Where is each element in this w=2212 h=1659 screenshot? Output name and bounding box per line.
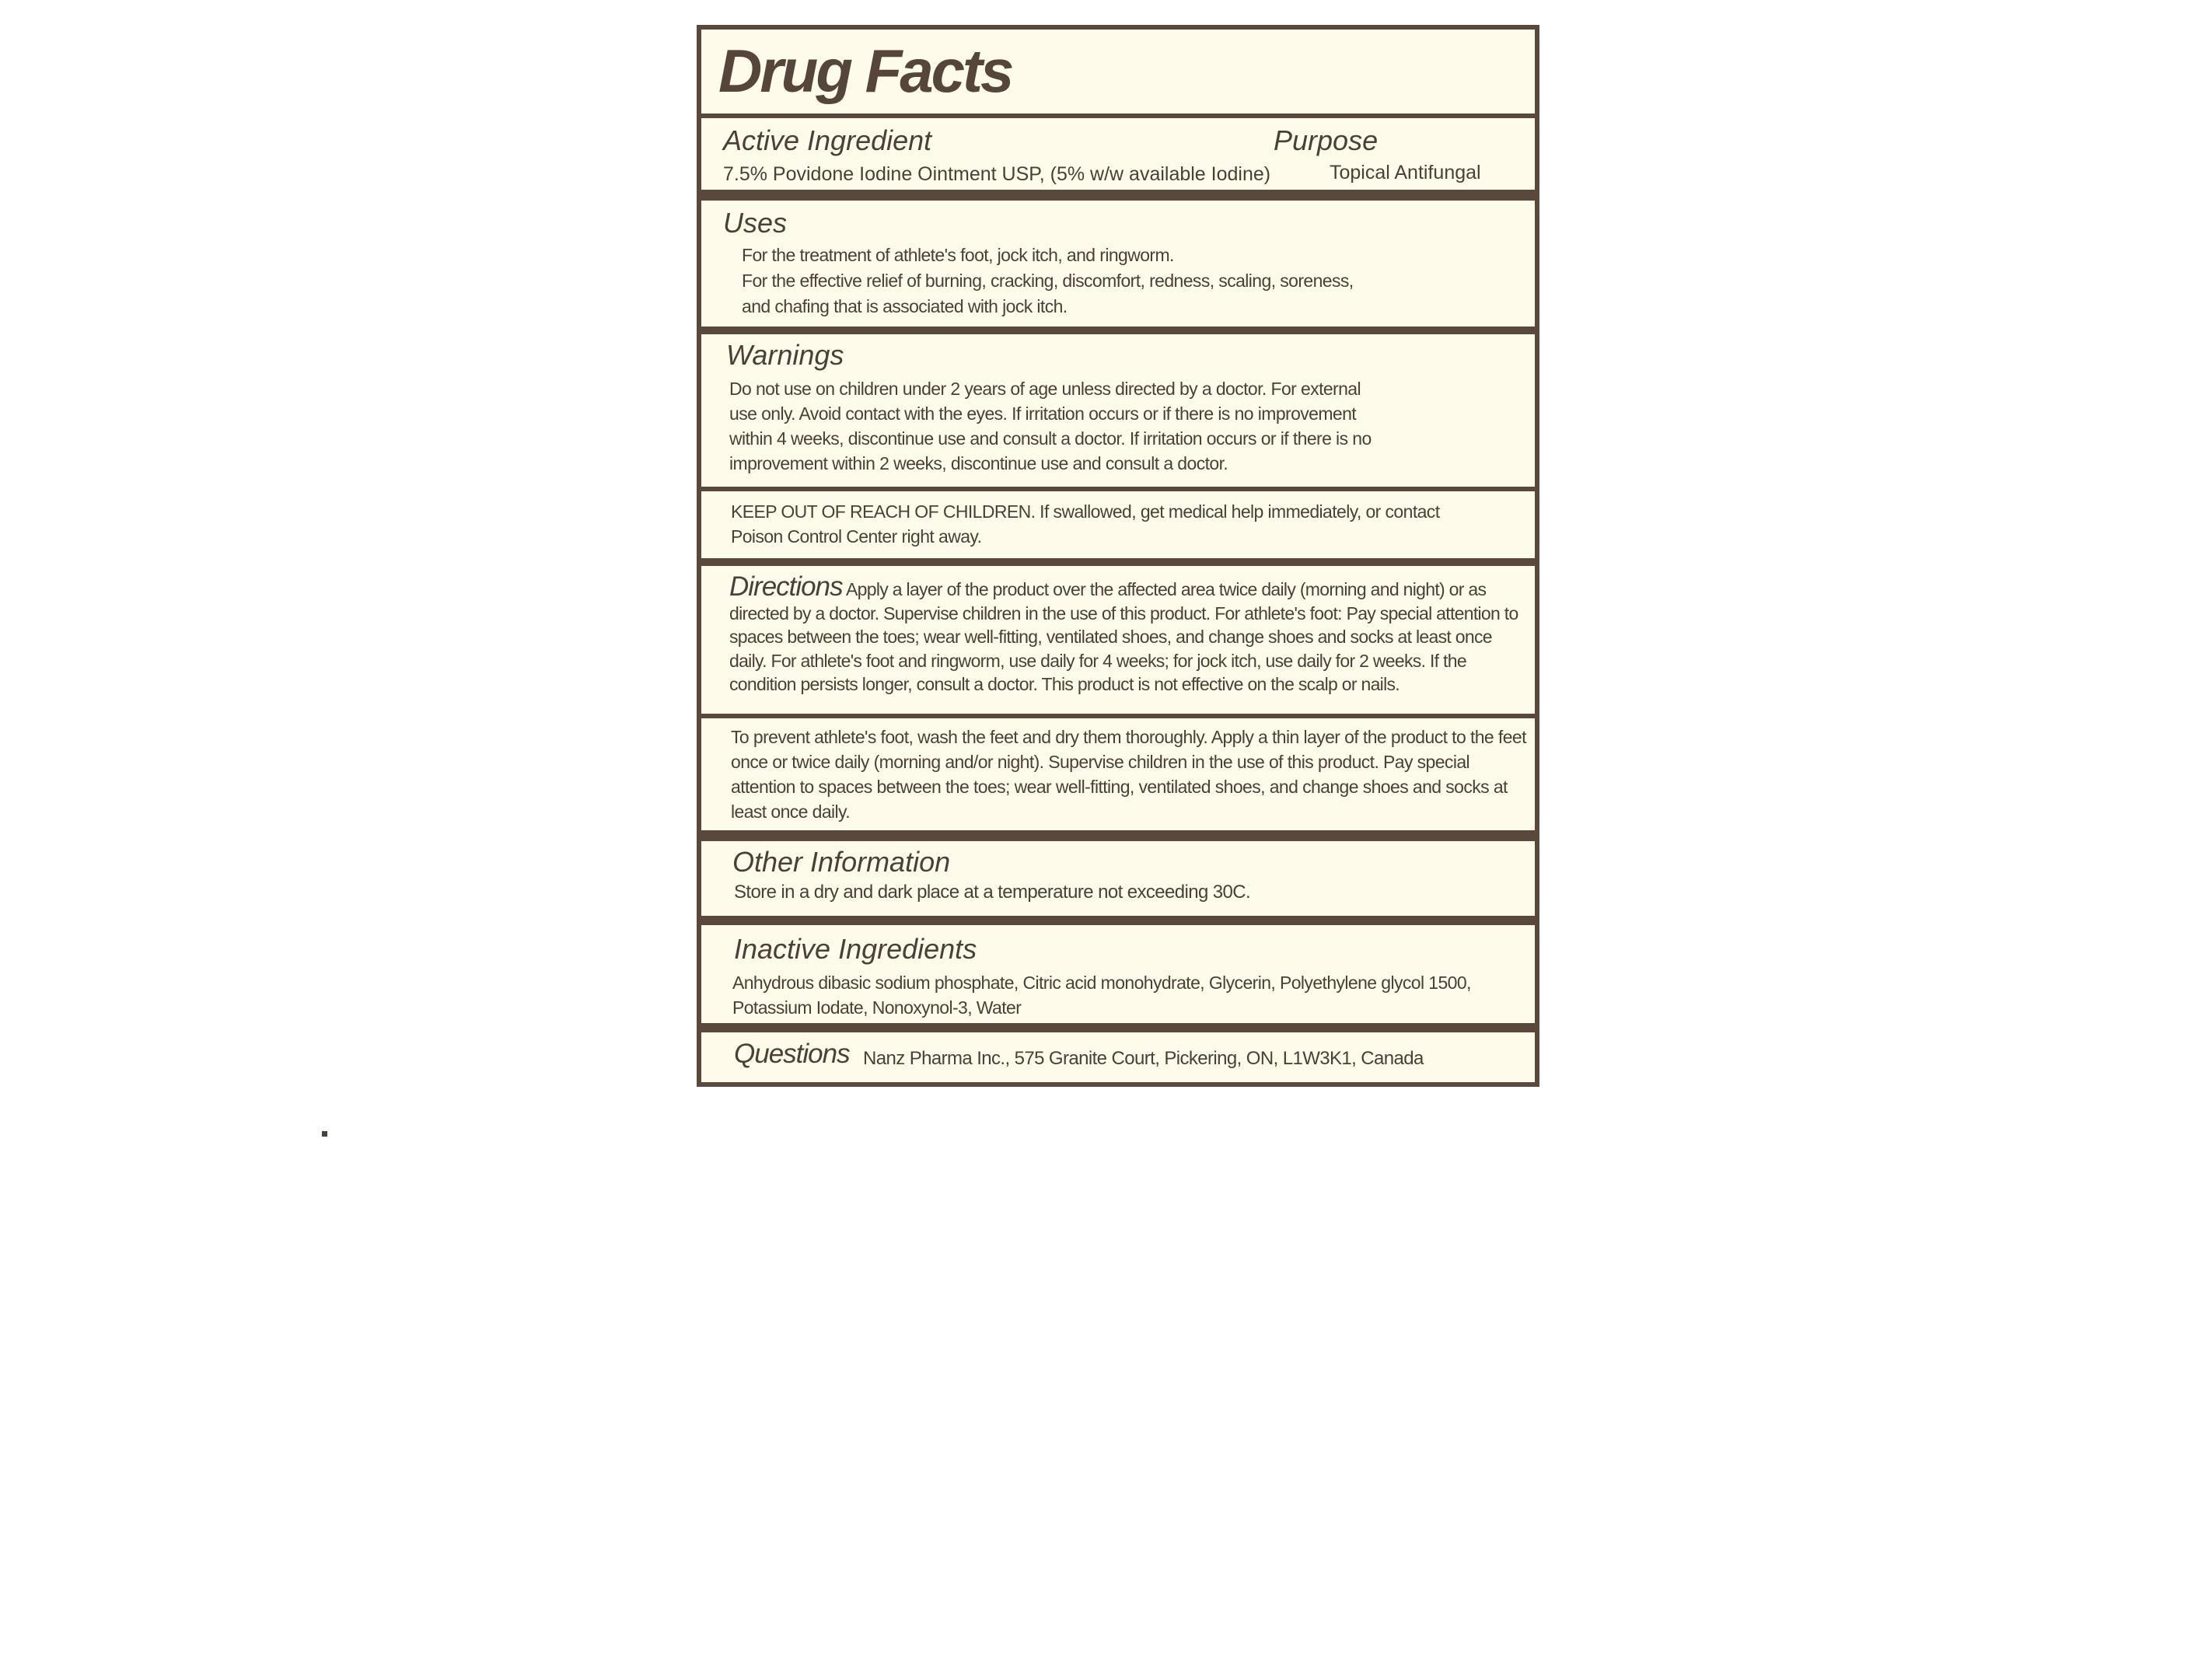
title-section xyxy=(701,30,1535,114)
uses-line: For the effective relief of burning, cracking, discomfort, redness, scaling, soreness, xyxy=(742,271,1354,291)
uses-line: and chafing that is associated with jock itch. xyxy=(742,296,1068,316)
drug-facts-title: Drug Facts xyxy=(718,37,1012,105)
inactive-ingredients-section xyxy=(701,925,1535,1023)
inactive-ingredients-text: Anhydrous dibasic sodium phosphate, Citric acid monohydrate, Glycerin, Polyethylene glycol 1500, Potassium Iodate, Nonoxynol-3, Water xyxy=(732,973,1471,1018)
active-ingredient-section xyxy=(701,118,1535,190)
inactive-ingredients-heading: Inactive Ingredients xyxy=(734,933,977,965)
directions-text: Apply a layer of the product over the affected area twice daily (morning and night) or as directed by a doctor. Supervise children in the use of this product. For athlete's foot: Pay special attention to spaces between the toes; wear well-fitting, ventilated shoes, and change shoes and socks at least once daily. For athlete's foot and ringworm, use daily for 4 weeks; for jock itch, use daily for 2 weeks. If the condition persists longer, consult a doctor. This product is not effective on the scalp or nails. xyxy=(729,579,1518,694)
uses-section xyxy=(701,201,1535,327)
keep-out-of-reach-text: KEEP OUT OF REACH OF CHILDREN. If swallowed, get medical help immediately, or contact Poison Control Center right away. xyxy=(731,501,1440,547)
warnings-heading: Warnings xyxy=(726,339,844,371)
prevention-text: To prevent athlete's foot, wash the feet and dry them thoroughly. Apply a thin layer of the product to the feet once or twice daily (morning and/or night). Supervise children in the use of this product. Pay special attention to spaces between the toes; wear well-fitting, ventilated shoes, and change shoes and socks at least once daily. xyxy=(731,727,1526,822)
uses-heading: Uses xyxy=(723,207,788,239)
other-information-section xyxy=(701,841,1535,916)
active-ingredient-heading: Active Ingredient xyxy=(723,124,932,156)
uses-text xyxy=(742,243,1354,320)
warnings-section xyxy=(701,334,1535,487)
questions-section xyxy=(701,1032,1535,1082)
directions-heading: Directions xyxy=(729,571,843,602)
keep-out-of-reach-section xyxy=(701,491,1535,558)
prevention-section xyxy=(701,718,1535,830)
drug-facts-label xyxy=(697,25,1539,1087)
warnings-text: Do not use on children under 2 years of age unless directed by a doctor. For external use only. Avoid contact with the eyes. If irritation occurs or if there is no improvement within 4 weeks, discontinue use and consult a doctor. If irritation occurs or if there is no improvement within 2 weeks, discontinue use and consult a doctor. xyxy=(729,379,1372,473)
active-ingredient-text: 7.5% Povidone Iodine Ointment USP, (5% w/w available Iodine) xyxy=(723,163,1271,185)
directions-section xyxy=(701,566,1535,714)
questions-heading: Questions xyxy=(734,1039,850,1069)
uses-line: For the treatment of athlete's foot, jock itch, and ringworm. xyxy=(742,245,1174,265)
questions-text: Nanz Pharma Inc., 575 Granite Court, Pickering, ON, L1W3K1, Canada xyxy=(863,1048,1424,1069)
directions-body xyxy=(729,571,1530,697)
stray-dot-mark xyxy=(322,1131,327,1137)
other-information-text: Store in a dry and dark place at a temperature not exceeding 30C. xyxy=(734,882,1251,903)
purpose-text: Topical Antifungal xyxy=(1330,162,1481,183)
other-information-heading: Other Information xyxy=(732,846,951,878)
purpose-heading: Purpose xyxy=(1274,124,1379,156)
